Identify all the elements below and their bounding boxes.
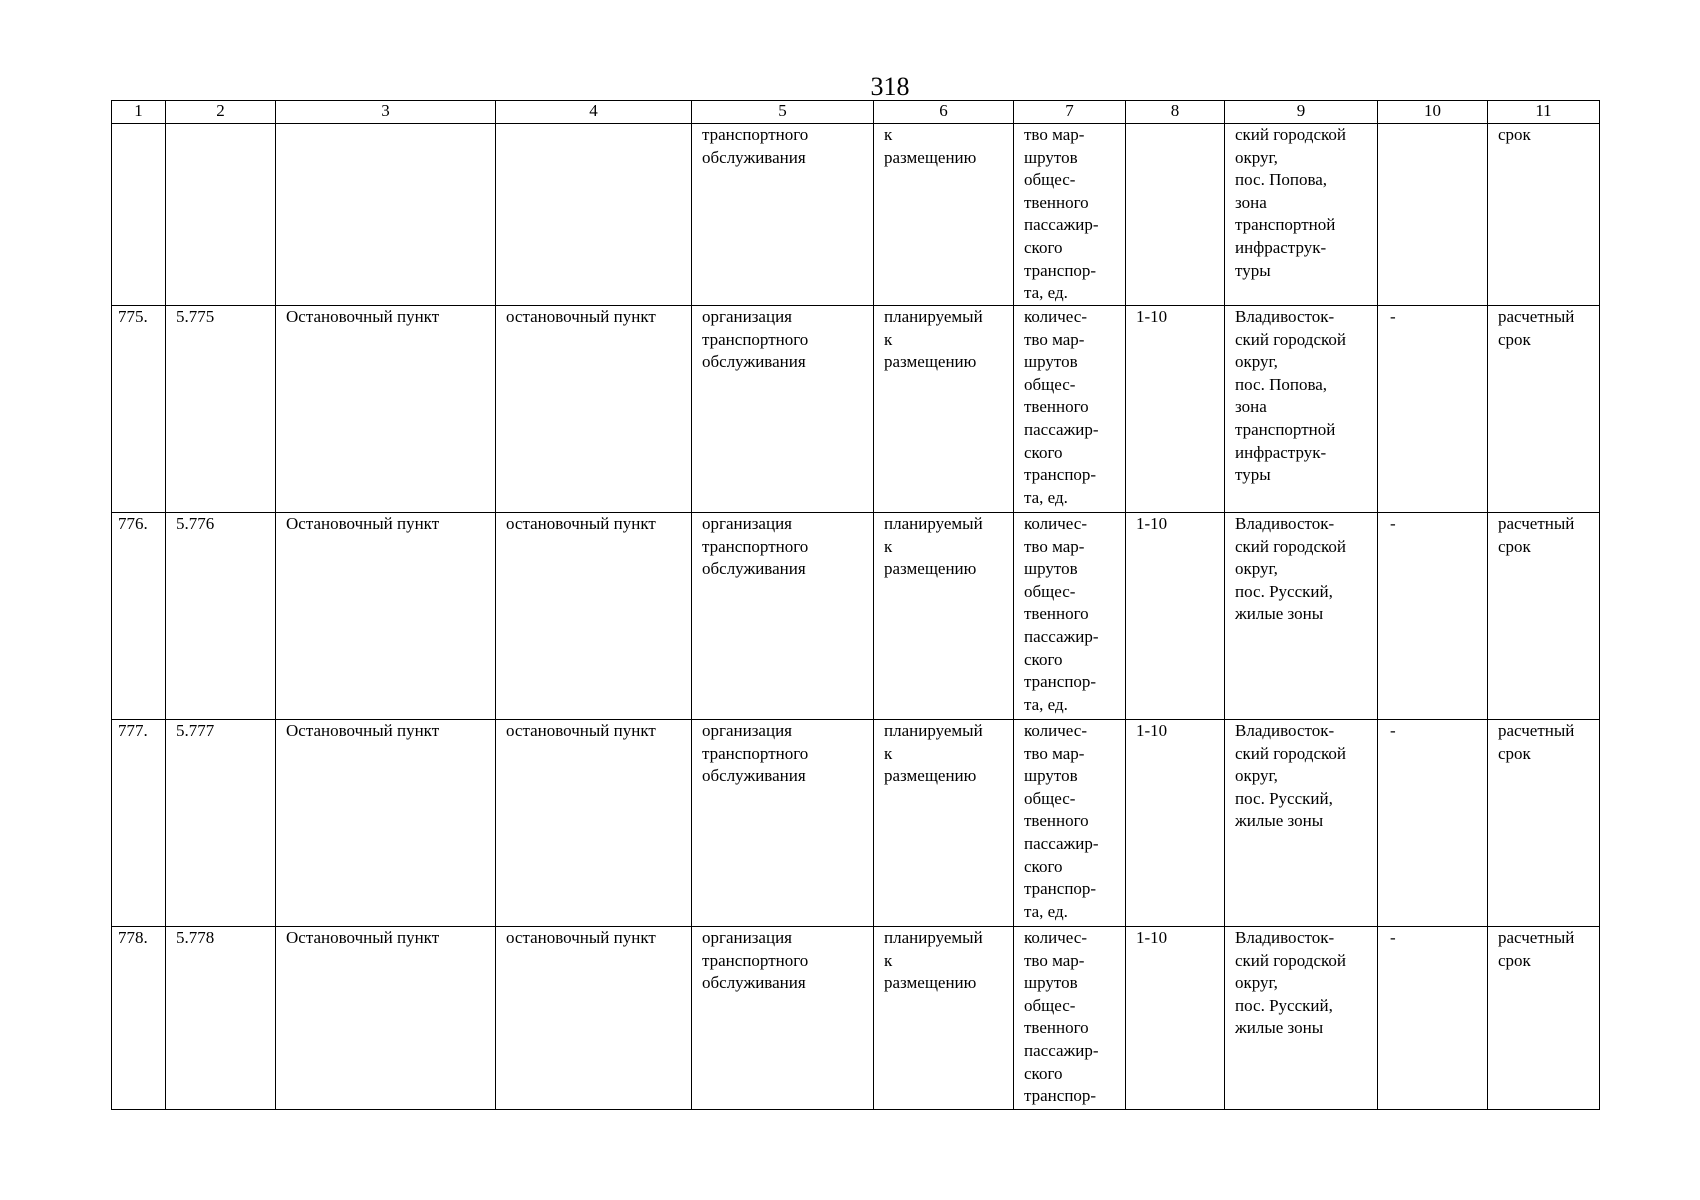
cell-line: округ, — [1235, 352, 1278, 372]
cell-line: Владивосток- — [1235, 721, 1335, 740]
cell-line: к — [884, 125, 893, 144]
cell-line: количес- — [1024, 307, 1087, 326]
cell-code: 5.777 — [166, 720, 276, 927]
cell-line: пос. Русский, — [1235, 995, 1333, 1015]
cell-line: ский городской — [1235, 950, 1346, 970]
cell-line: размещению — [884, 559, 977, 579]
cell-line: размещению — [884, 973, 977, 993]
cell-line: расчетный — [1498, 514, 1575, 533]
cell-line: туры — [1235, 260, 1271, 280]
cell-line: тво мар- — [1024, 536, 1085, 556]
cell-code: 5.778 — [166, 927, 276, 1110]
cell-line: к — [884, 329, 893, 349]
cell-zone: - — [1378, 927, 1488, 1110]
cell-term — [1488, 306, 1600, 513]
cell-line: обслуживания — [702, 766, 806, 786]
cell-location — [1225, 124, 1378, 306]
cell-line: жилые зоны — [1235, 604, 1324, 624]
cell-line: жилые зоны — [1235, 1018, 1324, 1038]
cell-line: ский городской — [1235, 743, 1346, 763]
cell-line: организация — [702, 307, 792, 326]
cell-line: Владивосток- — [1235, 307, 1335, 326]
cell-location — [1225, 306, 1378, 513]
column-number: 1 — [112, 101, 166, 124]
cell-num: 776. — [112, 513, 166, 720]
cell-value: 1-10 — [1126, 927, 1225, 1110]
cell-line: зона — [1235, 397, 1267, 417]
cell-code — [166, 124, 276, 306]
cell-line: ский городской — [1235, 536, 1346, 556]
cell-indicator — [1014, 720, 1126, 927]
cell-purpose — [692, 124, 874, 306]
cell-name: Остановочный пункт — [276, 306, 496, 513]
cell-value: 1-10 — [1126, 720, 1225, 927]
cell-line: расчетный — [1498, 721, 1575, 740]
cell-indicator — [1014, 927, 1126, 1110]
cell-line: срок — [1498, 743, 1531, 763]
cell-value — [1126, 124, 1225, 306]
cell-line: ского — [1024, 649, 1063, 669]
cell-line: расчетный — [1498, 928, 1575, 947]
cell-line: расчетный — [1498, 307, 1575, 326]
cell-line: пассажир- — [1024, 215, 1099, 235]
cell-line: инфраструк- — [1235, 237, 1327, 257]
cell-line: твенного — [1024, 604, 1089, 624]
cell-line: твенного — [1024, 811, 1089, 831]
cell-line: транспортной — [1235, 419, 1336, 439]
cell-line: организация — [702, 721, 792, 740]
cell-line: шрутов — [1024, 147, 1078, 167]
cell-line: транспортного — [702, 743, 809, 763]
page-number: 318 — [870, 72, 910, 101]
cell-line: ского — [1024, 856, 1063, 876]
cell-purpose — [692, 927, 874, 1110]
cell-num: 778. — [112, 927, 166, 1110]
cell-line: транспор- — [1024, 465, 1097, 485]
cell-line: транспор- — [1024, 1086, 1097, 1106]
cell-line: ский городской — [1235, 125, 1346, 144]
cell-code: 5.775 — [166, 306, 276, 513]
cell-line: тво мар- — [1024, 125, 1085, 144]
cell-line: твенного — [1024, 1018, 1089, 1038]
column-number: 2 — [166, 101, 276, 124]
cell-line: срок — [1498, 950, 1531, 970]
column-number: 9 — [1225, 101, 1378, 124]
cell-value: 1-10 — [1126, 306, 1225, 513]
column-number: 11 — [1488, 101, 1600, 124]
cell-line: общес- — [1024, 788, 1076, 808]
cell-name: Остановочный пункт — [276, 720, 496, 927]
cell-line: транспортного — [702, 536, 809, 556]
column-number-row — [112, 101, 1600, 124]
cell-line: зона — [1235, 192, 1267, 212]
cell-type: остановочный пункт — [496, 306, 692, 513]
cell-line: планируемый — [884, 721, 983, 740]
cell-name — [276, 124, 496, 306]
cell-num — [112, 124, 166, 306]
cell-line: транспортного — [702, 329, 809, 349]
cell-purpose — [692, 720, 874, 927]
cell-zone: - — [1378, 306, 1488, 513]
cell-type — [496, 124, 692, 306]
cell-line: к — [884, 950, 893, 970]
cell-line: пос. Попова, — [1235, 170, 1328, 190]
cell-line: количес- — [1024, 928, 1087, 947]
cell-line: общес- — [1024, 374, 1076, 394]
cell-line: округ, — [1235, 559, 1278, 579]
cell-name: Остановочный пункт — [276, 927, 496, 1110]
cell-line: обслуживания — [702, 147, 806, 167]
cell-num: 775. — [112, 306, 166, 513]
cell-line: транспор- — [1024, 879, 1097, 899]
cell-line: пассажир- — [1024, 419, 1099, 439]
cell-line: пос. Русский, — [1235, 788, 1333, 808]
cell-zone — [1378, 124, 1488, 306]
cell-status — [874, 124, 1014, 306]
cell-status — [874, 306, 1014, 513]
cell-line: пос. Попова, — [1235, 374, 1328, 394]
cell-line: шрутов — [1024, 559, 1078, 579]
cell-line: организация — [702, 928, 792, 947]
cell-type: остановочный пункт — [496, 720, 692, 927]
cell-line: размещению — [884, 352, 977, 372]
cell-line: твенного — [1024, 397, 1089, 417]
cell-location — [1225, 513, 1378, 720]
cell-line: та, ед. — [1024, 487, 1068, 507]
cell-line: количес- — [1024, 721, 1087, 740]
cell-term — [1488, 513, 1600, 720]
cell-line: округ, — [1235, 147, 1278, 167]
cell-purpose — [692, 306, 874, 513]
cell-type: остановочный пункт — [496, 513, 692, 720]
cell-line: пассажир- — [1024, 1040, 1099, 1060]
cell-line: к — [884, 536, 893, 556]
cell-line: та, ед. — [1024, 901, 1068, 921]
table-row — [112, 720, 1600, 927]
cell-zone: - — [1378, 513, 1488, 720]
cell-line: инфраструк- — [1235, 442, 1327, 462]
cell-term — [1488, 720, 1600, 927]
cell-status — [874, 720, 1014, 927]
cell-line: организация — [702, 514, 792, 533]
cell-indicator — [1014, 124, 1126, 306]
cell-line: ский городской — [1235, 329, 1346, 349]
cell-line: срок — [1498, 536, 1531, 556]
cell-line: общес- — [1024, 581, 1076, 601]
cell-line: транспор- — [1024, 672, 1097, 692]
column-number: 8 — [1126, 101, 1225, 124]
table-row — [112, 927, 1600, 1110]
cell-line: обслуживания — [702, 559, 806, 579]
column-number: 4 — [496, 101, 692, 124]
cell-line: транспортного — [702, 125, 809, 144]
cell-indicator — [1014, 306, 1126, 513]
column-number: 6 — [874, 101, 1014, 124]
cell-line: обслуживания — [702, 352, 806, 372]
cell-line: размещению — [884, 147, 977, 167]
column-number: 10 — [1378, 101, 1488, 124]
table-row — [112, 306, 1600, 513]
continued-row — [112, 124, 1600, 306]
cell-indicator — [1014, 513, 1126, 720]
cell-line: та, ед. — [1024, 283, 1068, 303]
cell-line: ского — [1024, 237, 1063, 257]
cell-term — [1488, 124, 1600, 306]
column-number: 7 — [1014, 101, 1126, 124]
cell-location — [1225, 720, 1378, 927]
cell-status — [874, 513, 1014, 720]
cell-line: пос. Русский, — [1235, 581, 1333, 601]
cell-code: 5.776 — [166, 513, 276, 720]
cell-line: срок — [1498, 125, 1531, 144]
cell-line: к — [884, 743, 893, 763]
cell-line: обслуживания — [702, 973, 806, 993]
cell-num: 777. — [112, 720, 166, 927]
cell-location — [1225, 927, 1378, 1110]
cell-line: округ, — [1235, 973, 1278, 993]
cell-line: Владивосток- — [1235, 514, 1335, 533]
cell-line: шрутов — [1024, 973, 1078, 993]
cell-line: общес- — [1024, 170, 1076, 190]
column-number: 5 — [692, 101, 874, 124]
cell-line: тво мар- — [1024, 950, 1085, 970]
cell-line: округ, — [1235, 766, 1278, 786]
cell-term — [1488, 927, 1600, 1110]
cell-line: планируемый — [884, 514, 983, 533]
cell-line: планируемый — [884, 928, 983, 947]
registry-table — [111, 100, 1600, 1110]
cell-zone: - — [1378, 720, 1488, 927]
cell-line: Владивосток- — [1235, 928, 1335, 947]
cell-line: тво мар- — [1024, 743, 1085, 763]
cell-value: 1-10 — [1126, 513, 1225, 720]
cell-line: общес- — [1024, 995, 1076, 1015]
cell-line: тво мар- — [1024, 329, 1085, 349]
cell-purpose — [692, 513, 874, 720]
cell-line: твенного — [1024, 192, 1089, 212]
cell-name: Остановочный пункт — [276, 513, 496, 720]
cell-line: шрутов — [1024, 766, 1078, 786]
cell-line: транспортного — [702, 950, 809, 970]
column-number: 3 — [276, 101, 496, 124]
cell-line: планируемый — [884, 307, 983, 326]
cell-line: ского — [1024, 442, 1063, 462]
cell-line: жилые зоны — [1235, 811, 1324, 831]
cell-type: остановочный пункт — [496, 927, 692, 1110]
table-row — [112, 513, 1600, 720]
cell-line: пассажир- — [1024, 833, 1099, 853]
cell-line: срок — [1498, 329, 1531, 349]
cell-line: шрутов — [1024, 352, 1078, 372]
cell-line: транспор- — [1024, 260, 1097, 280]
cell-line: ского — [1024, 1063, 1063, 1083]
cell-line: туры — [1235, 465, 1271, 485]
cell-line: та, ед. — [1024, 694, 1068, 714]
cell-status — [874, 927, 1014, 1110]
cell-line: размещению — [884, 766, 977, 786]
cell-line: количес- — [1024, 514, 1087, 533]
cell-line: транспортной — [1235, 215, 1336, 235]
cell-line: пассажир- — [1024, 626, 1099, 646]
